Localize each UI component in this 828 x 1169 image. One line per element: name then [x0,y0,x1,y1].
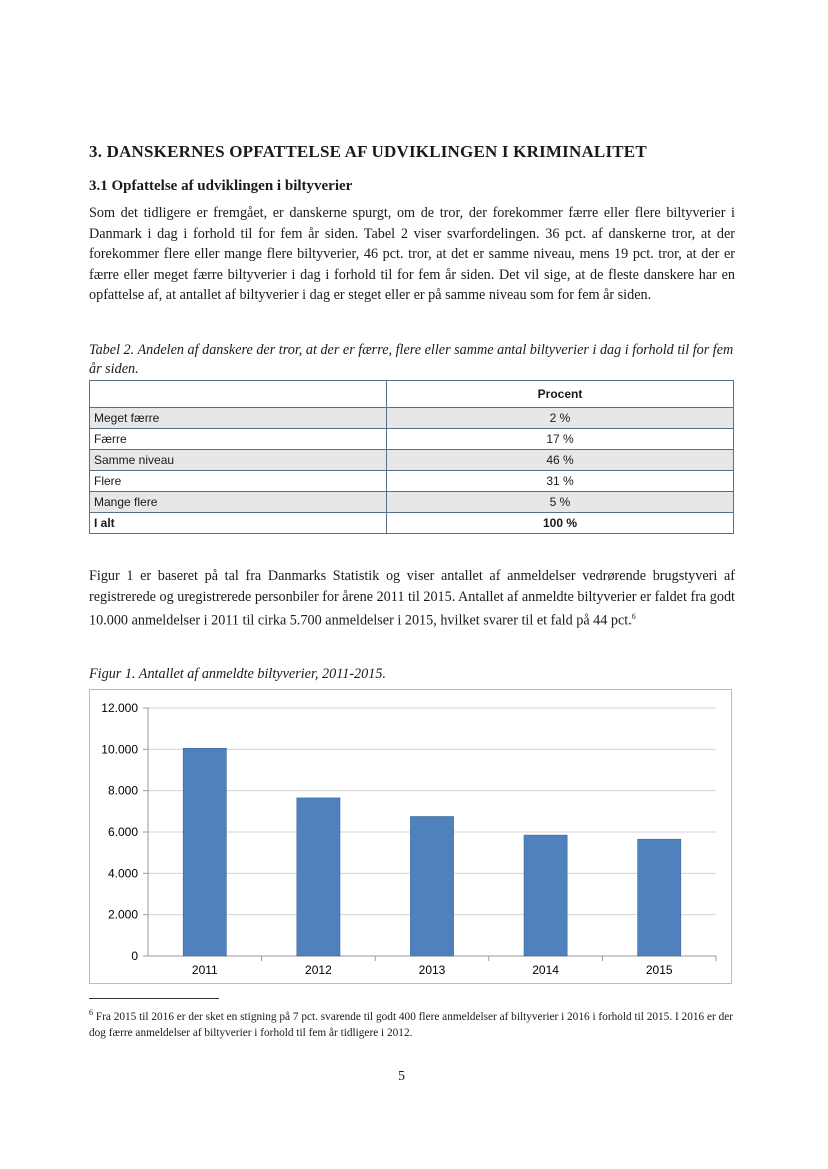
total-value: 100 % [387,513,734,534]
y-tick-label: 0 [131,949,138,963]
row-label: Samme niveau [90,450,387,471]
figure-caption: Figur 1. Antallet af anmeldte biltyverier, 2011-2015. [89,666,386,682]
row-value: 17 % [387,429,734,450]
table-total-row [90,513,734,534]
y-tick-label: 2.000 [107,907,138,922]
row-label: Flere [90,471,387,492]
footnote-text: Fra 2015 til 2016 er der sket en stigning på 7 pct. svarende til godt 400 flere anmeldelser af biltyverier i 2016 i forhold til 2015. I 2016 er der dog færre anmeldelser af biltyverier i forhold til fem år tidligere i 2012. [89,1010,733,1039]
row-value: 5 % [387,492,734,513]
bar [410,817,453,957]
bar [183,748,226,956]
table-row [90,408,734,429]
paragraph-1: Som det tidligere er fremgået, er danskerne spurgt, om de tror, der forekommer færre eller flere biltyverier i Danmark i dag i forhold til for fem år siden. Tabel 2 viser svarfordelingen. 36 pct. af danskerne tror, at der forekommer flere eller mange flere biltyverier, 46 pct. tror, at det er samme niveau, mens 19 pct. tror, at der er færre eller meget færre biltyverier i dag i forhold til for fem år siden. Det vil sige, at de fleste danskere har en opfattelse af, at antallet af biltyverier i dag er steget eller er på samme niveau som for fem år siden. [89,205,735,304]
footnote-reference: 6 [631,612,636,622]
y-tick-label: 6.000 [107,825,138,839]
x-tick-label: 2015 [645,963,673,977]
paragraph-2 [89,566,735,632]
footnote-divider [89,998,219,999]
x-tick-label: 2011 [191,963,218,977]
table-row [90,450,734,471]
row-value: 31 % [387,471,734,492]
table-header-percent: Procent [387,381,734,408]
table-header-row [90,381,734,408]
y-tick-label: 12.000 [101,701,138,715]
row-label: Færre [90,429,387,450]
bar-chart [89,689,732,984]
bar [297,798,340,956]
chart-svg [90,690,731,983]
row-value: 2 % [387,408,734,429]
y-tick-label: 4.000 [107,866,138,881]
y-tick-label: 10.000 [101,742,138,757]
table-caption: Tabel 2. Andelen af danskere der tror, at der er færre, flere eller samme antal biltyverier i dag i forhold til for fem år siden. [89,342,734,377]
table-header-empty [90,381,387,408]
x-tick-label: 2014 [532,963,559,977]
table-row [90,429,734,450]
bar [524,835,567,956]
footnote-mark: 6 [89,1008,93,1017]
table-row [90,492,734,513]
table-row [90,471,734,492]
paragraph-2-text: Figur 1 er baseret på tal fra Danmarks Statistik og viser antallet af anmeldelser vedrørende brugstyveri af registrerede og uregistrerede personbiler for årene 2011 til 2015. Antallet af anmeldte biltyverier er faldet fra godt 10.000 anmeldelser i 2011 til cirka 5.700 anmeldelser i 2015, hvilket svarer til et fald på 44 pct. [89,568,735,629]
y-tick-label: 8.000 [107,783,138,798]
total-label: I alt [90,513,387,534]
percent-table [89,380,734,534]
section-heading: 3. DANSKERNES OPFATTELSE AF UDVIKLINGEN I KRIMINALITET [89,142,647,161]
row-label: Meget færre [90,408,387,429]
x-tick-label: 2013 [418,963,446,977]
bar [638,839,681,956]
row-label: Mange flere [90,492,387,513]
subsection-heading: 3.1 Opfattelse af udviklingen i biltyverier [89,178,353,194]
row-value: 46 % [387,450,734,471]
footnote [89,1005,734,1041]
x-tick-label: 2012 [305,963,332,977]
page-number: 5 [398,1069,405,1084]
